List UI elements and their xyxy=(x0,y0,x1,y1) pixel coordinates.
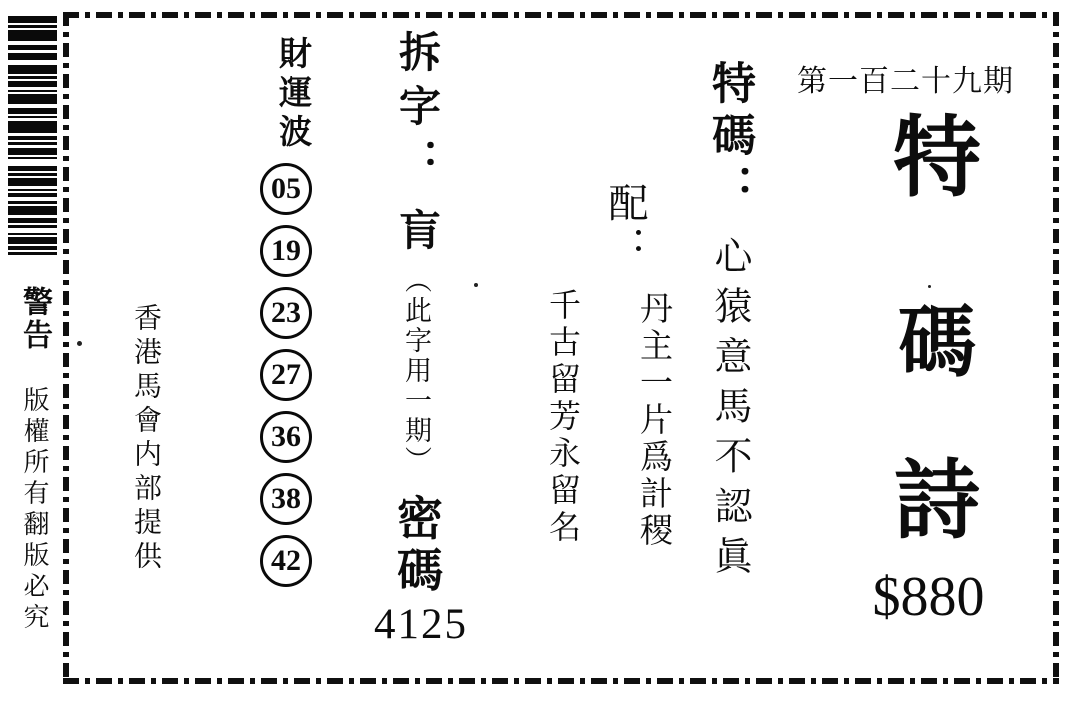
ticket-border-left xyxy=(63,12,69,684)
lucky-number: 05 xyxy=(271,172,301,205)
split-word-note: （此字用一期） xyxy=(401,266,431,476)
lucky-number-circle xyxy=(260,225,312,277)
lucky-number-circle xyxy=(260,287,312,339)
lucky-number: 38 xyxy=(271,482,301,515)
pairing-verse-1: 丹主一片爲計稷 xyxy=(635,291,671,550)
price-text: $880 xyxy=(872,566,985,628)
lucky-number-circle xyxy=(260,473,312,525)
secret-code-value: 4125 xyxy=(374,601,468,648)
split-word-character: 肓 xyxy=(393,208,439,250)
lucky-number: 42 xyxy=(271,544,301,577)
copyright-notice: 版權所有翻版必究 xyxy=(20,385,49,635)
secret-code-label: 密碼 xyxy=(391,494,442,598)
scan-speck xyxy=(77,341,82,346)
ticket-border-bottom xyxy=(63,678,1059,684)
provider-text: 香港馬會内部提供 xyxy=(130,303,161,575)
split-word-column xyxy=(391,30,442,598)
lucky-wave-label: 財運波 xyxy=(274,36,310,153)
barcode xyxy=(8,16,57,255)
pairing-verse-2: 千古留芳永留名 xyxy=(545,288,581,547)
ticket-border-right xyxy=(1053,12,1059,684)
scan-speck xyxy=(474,283,478,287)
main-title-char-2: 碼 xyxy=(897,299,976,386)
main-title-char-3: 詩 xyxy=(894,453,980,549)
lucky-number: 23 xyxy=(271,296,301,329)
lucky-wave-numbers xyxy=(260,163,312,587)
special-code-label: 特碼： xyxy=(705,60,754,216)
special-code-phrase: 心猿意馬不認眞 xyxy=(708,236,750,586)
lucky-number: 27 xyxy=(271,358,301,391)
lucky-number: 19 xyxy=(271,234,301,267)
lucky-number-circle xyxy=(260,163,312,215)
special-code-column xyxy=(705,60,754,586)
lucky-number-circle xyxy=(260,349,312,401)
main-title-char-1: 特 xyxy=(892,111,981,208)
pairing-label: 配： xyxy=(603,182,648,270)
lucky-number: 36 xyxy=(271,420,301,453)
scan-speck xyxy=(928,285,931,288)
ticket-border-top xyxy=(63,12,1059,18)
issue-number: 第一百二十九期 xyxy=(797,65,1014,98)
split-word-label: 拆字： xyxy=(393,30,439,192)
lucky-number-circle xyxy=(260,411,312,463)
warning-title: 警告 xyxy=(18,286,51,352)
lucky-number-circle xyxy=(260,535,312,587)
